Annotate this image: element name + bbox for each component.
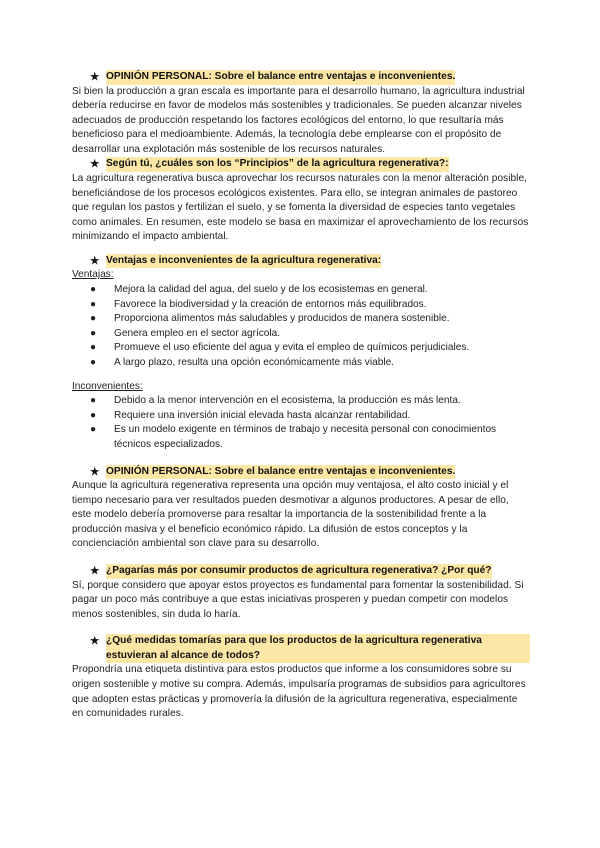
star-icon: ★ (90, 565, 100, 578)
list-item: ● Genera empleo en el sector agrícola. (72, 327, 530, 342)
section-heading (90, 70, 530, 85)
star-icon: ★ (90, 254, 100, 267)
document-content (72, 70, 530, 722)
list-item: ● Promueve el uso eficiente del agua y evita el empleo de químicos perjudiciales. (72, 341, 530, 356)
section-measures (72, 634, 530, 721)
heading-text: ¿Qué medidas tomarías para que los productos de la agricultura regenerativa estuvieran al alcance de todos? (106, 634, 530, 663)
star-icon: ★ (90, 635, 100, 648)
heading-text: Ventajas e inconvenientes de la agricultura regenerativa: (106, 254, 381, 269)
section-principles (72, 157, 530, 244)
section-pros-cons (72, 254, 530, 453)
section-pay-more (72, 564, 530, 622)
section-heading (90, 634, 530, 663)
bullet-icon: ● (90, 357, 97, 368)
star-icon: ★ (90, 465, 100, 478)
section-heading (90, 465, 530, 480)
bullet-icon: ● (90, 313, 97, 325)
heading-text: OPINIÓN PERSONAL: Sobre el balance entre ventajas e inconvenientes. (106, 465, 455, 480)
disadvantages-list (72, 394, 530, 452)
section-opinion-1 (72, 70, 530, 157)
heading-text: Según tú, ¿cuáles son los “Principios” de la agricultura regenerativa?: (106, 157, 449, 172)
list-item: ● Favorece la biodiversidad y la creación de entornos más equilibrados. (72, 298, 530, 313)
list-item: ● Mejora la calidad del agua, del suelo y de los ecosistemas en general. (72, 283, 530, 298)
bullet-icon: ● (90, 342, 97, 354)
paragraph: Propondría una etiqueta distintiva para estos productos que informe a los consumidores sobre su origen sostenible y motive su compra. Además, impulsaría programas de subsidios para agricultores que adopten estas prácticas y promovería la difusión de la agricultura regenerativa, especialmente en comunidades rurales. (72, 664, 526, 720)
paragraph: Sí, porque considero que apoyar estos proyectos es fundamental para fomentar la sostenibilidad. Si pagar un poco más contribuye a que estas iniciativas prosperen y puedan competir con modelos menos sostenibles, sin duda lo haría. (72, 579, 524, 620)
bullet-icon: ● (90, 298, 97, 310)
list-item: ● A largo plazo, resulta una opción económicamente más viable. (72, 356, 530, 371)
advantages-label: Ventajas: (72, 269, 114, 281)
list-item: ● Requiere una inversión inicial elevada hasta alcanzar rentabilidad. (72, 409, 530, 424)
list-item: ● Proporciona alimentos más saludables y producidos de manera sostenible. (72, 312, 530, 327)
section-heading (90, 157, 530, 172)
paragraph: La agricultura regenerativa busca aprovechar los recursos naturales con la menor alteración posible, beneficiándose de los procesos ecológicos existentes. Para ello, se integran animales de pastoreo que regulan los pastos y fertilizan el suelo, y se fomenta la diversidad de especies tanto vegetales como animales. En resumen, este modelo se basa en maximizar el aprovechamiento de los recursos minimizando el impacto ambiental. (72, 172, 529, 243)
advantages-list (72, 283, 530, 371)
bullet-icon: ● (90, 327, 97, 339)
disadvantages-label: Inconvenientes: (72, 380, 143, 392)
bullet-icon: ● (90, 395, 97, 407)
paragraph: Si bien la producción a gran escala es importante para el desarrollo humano, la agricultura industrial debería reducirse en favor de modelos más sostenibles y tradicionales. Se pueden alcanzar niveles adecuados de producción respetando los factores ecológicos del entorno, lo que resultaría más beneficioso para el medioambiente. Además, la tecnología debe emplearse con el propósito de desarrollar una explotación más sostenible de los recursos naturales. (72, 85, 525, 155)
list-item: ● Debido a la menor intervención en el ecosistema, la producción es más lenta. (72, 394, 530, 409)
bullet-icon: ● (90, 409, 97, 421)
list-item: ● Es un modelo exigente en términos de trabajo y necesita personal con conocimientos técnicos especializados. (72, 423, 530, 452)
star-icon: ★ (90, 71, 100, 83)
section-opinion-2 (72, 465, 530, 552)
star-icon: ★ (90, 158, 100, 171)
bullet-icon: ● (90, 284, 97, 296)
section-heading (90, 254, 530, 269)
section-heading (90, 564, 530, 579)
bullet-icon: ● (90, 424, 97, 436)
paragraph: Aunque la agricultura regenerativa representa una opción muy ventajosa, el alto costo inicial y el tiempo necesario para ver resultados pueden desmotivar a algunos productores. A pesar de ello, este modelo debería promoverse para resaltar la importancia de la sostenibilidad frente a la producción masiva y el beneficio económico rápido. La difusión de estos conceptos y la concienciación ambiental son clave para su desarrollo. (72, 480, 509, 550)
heading-text: OPINIÓN PERSONAL: Sobre el balance entre ventajas e inconvenientes. (106, 70, 455, 85)
heading-text: ¿Pagarías más por consumir productos de agricultura regenerativa? ¿Por qué? (106, 564, 492, 579)
